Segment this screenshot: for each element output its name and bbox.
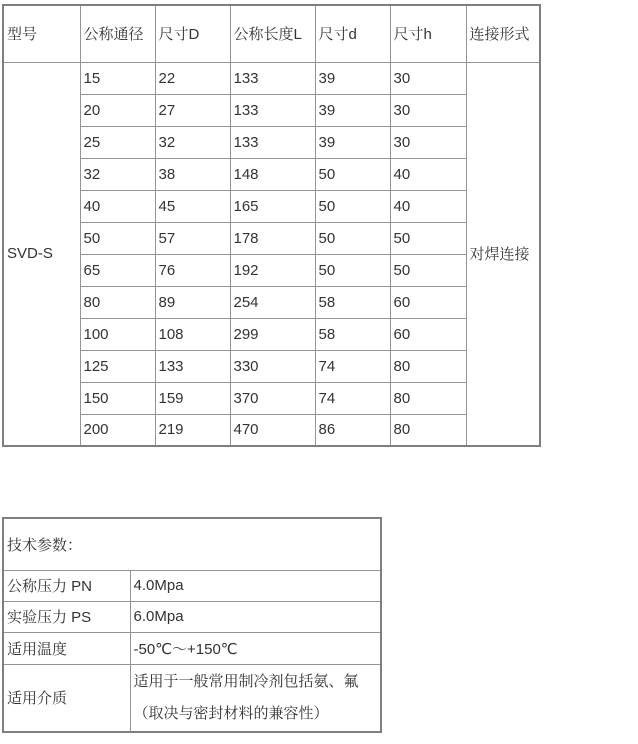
spec-row — [3, 414, 540, 446]
spec-cell: 40 — [390, 158, 466, 190]
model-cell: SVD-S — [3, 62, 80, 446]
spec-row — [3, 190, 540, 222]
spec-cell: 50 — [315, 158, 390, 190]
param-row-ps — [3, 601, 381, 632]
params-title: 技术参数： — [3, 518, 381, 570]
spec-cell: 133 — [230, 126, 315, 158]
spec-row — [3, 254, 540, 286]
params-title-row — [3, 518, 381, 570]
header-connection: 连接形式 — [466, 5, 540, 62]
spec-cell: 80 — [390, 350, 466, 382]
spec-cell: 254 — [230, 286, 315, 318]
param-label: 适用介质 — [3, 664, 130, 732]
spec-cell: 60 — [390, 286, 466, 318]
spec-cell: 40 — [390, 190, 466, 222]
spec-header-row — [3, 5, 540, 62]
spec-cell: 25 — [80, 126, 155, 158]
spec-cell: 58 — [315, 286, 390, 318]
spec-cell: 57 — [155, 222, 230, 254]
spec-cell: 80 — [390, 414, 466, 446]
spec-cell: 39 — [315, 126, 390, 158]
spec-row — [3, 318, 540, 350]
spec-cell: 299 — [230, 318, 315, 350]
param-value: 适用于一般常用制冷剂包括氨、氟（取决与密封材料的兼容性） — [130, 664, 381, 732]
spec-table-body — [3, 5, 540, 446]
spec-cell: 30 — [390, 62, 466, 94]
header-model: 型号 — [3, 5, 80, 62]
param-row-medium — [3, 664, 381, 732]
spec-row — [3, 222, 540, 254]
spec-cell: 80 — [80, 286, 155, 318]
spec-cell: 86 — [315, 414, 390, 446]
spec-cell: 38 — [155, 158, 230, 190]
spec-cell: 50 — [315, 254, 390, 286]
header-size-d: 尺寸d — [315, 5, 390, 62]
spec-cell: 74 — [315, 350, 390, 382]
param-value: 6.0Mpa — [130, 601, 381, 632]
spec-cell: 74 — [315, 382, 390, 414]
spec-cell: 148 — [230, 158, 315, 190]
spec-cell: 370 — [230, 382, 315, 414]
spec-cell: 22 — [155, 62, 230, 94]
spec-cell: 39 — [315, 94, 390, 126]
spec-cell: 80 — [390, 382, 466, 414]
param-row-temperature — [3, 632, 381, 664]
spec-cell: 178 — [230, 222, 315, 254]
param-value: 4.0Mpa — [130, 570, 381, 601]
param-value: -50℃～+150℃ — [130, 632, 381, 664]
param-label: 公称压力 PN — [3, 570, 130, 601]
spec-cell: 65 — [80, 254, 155, 286]
spec-cell: 58 — [315, 318, 390, 350]
spec-cell: 76 — [155, 254, 230, 286]
param-label: 实验压力 PS — [3, 601, 130, 632]
connection-cell: 对焊连接 — [466, 62, 540, 446]
spec-cell: 108 — [155, 318, 230, 350]
spec-row — [3, 126, 540, 158]
spec-cell: 133 — [230, 62, 315, 94]
spec-cell: 150 — [80, 382, 155, 414]
spec-cell: 50 — [390, 222, 466, 254]
spec-cell: 40 — [80, 190, 155, 222]
spec-cell: 125 — [80, 350, 155, 382]
spec-cell: 165 — [230, 190, 315, 222]
spec-cell: 27 — [155, 94, 230, 126]
param-label: 适用温度 — [3, 632, 130, 664]
spec-row — [3, 286, 540, 318]
valve-dimensions-table — [2, 4, 541, 447]
spec-cell: 89 — [155, 286, 230, 318]
spec-cell: 50 — [315, 190, 390, 222]
spec-cell: 50 — [80, 222, 155, 254]
spec-cell: 50 — [390, 254, 466, 286]
spec-cell: 60 — [390, 318, 466, 350]
spec-cell: 30 — [390, 94, 466, 126]
spec-cell: 39 — [315, 62, 390, 94]
spec-row — [3, 350, 540, 382]
spec-cell: 30 — [390, 126, 466, 158]
header-size-D: 尺寸D — [155, 5, 230, 62]
spec-cell: 45 — [155, 190, 230, 222]
spec-cell: 470 — [230, 414, 315, 446]
spec-row — [3, 382, 540, 414]
spec-cell: 219 — [155, 414, 230, 446]
spec-cell: 32 — [80, 158, 155, 190]
header-size-h: 尺寸h — [390, 5, 466, 62]
spec-cell: 200 — [80, 414, 155, 446]
spec-cell: 192 — [230, 254, 315, 286]
technical-parameters-table — [2, 517, 382, 733]
spec-cell: 15 — [80, 62, 155, 94]
spec-row — [3, 94, 540, 126]
spec-cell: 133 — [155, 350, 230, 382]
spec-cell: 159 — [155, 382, 230, 414]
spec-cell: 100 — [80, 318, 155, 350]
spec-cell: 32 — [155, 126, 230, 158]
header-dn: 公称通径 — [80, 5, 155, 62]
spec-cell: 20 — [80, 94, 155, 126]
spec-cell: 133 — [230, 94, 315, 126]
param-row-pn — [3, 570, 381, 601]
spec-row — [3, 158, 540, 190]
spec-cell: 50 — [315, 222, 390, 254]
spec-row — [3, 62, 540, 94]
spec-cell: 330 — [230, 350, 315, 382]
header-length-L: 公称长度L — [230, 5, 315, 62]
